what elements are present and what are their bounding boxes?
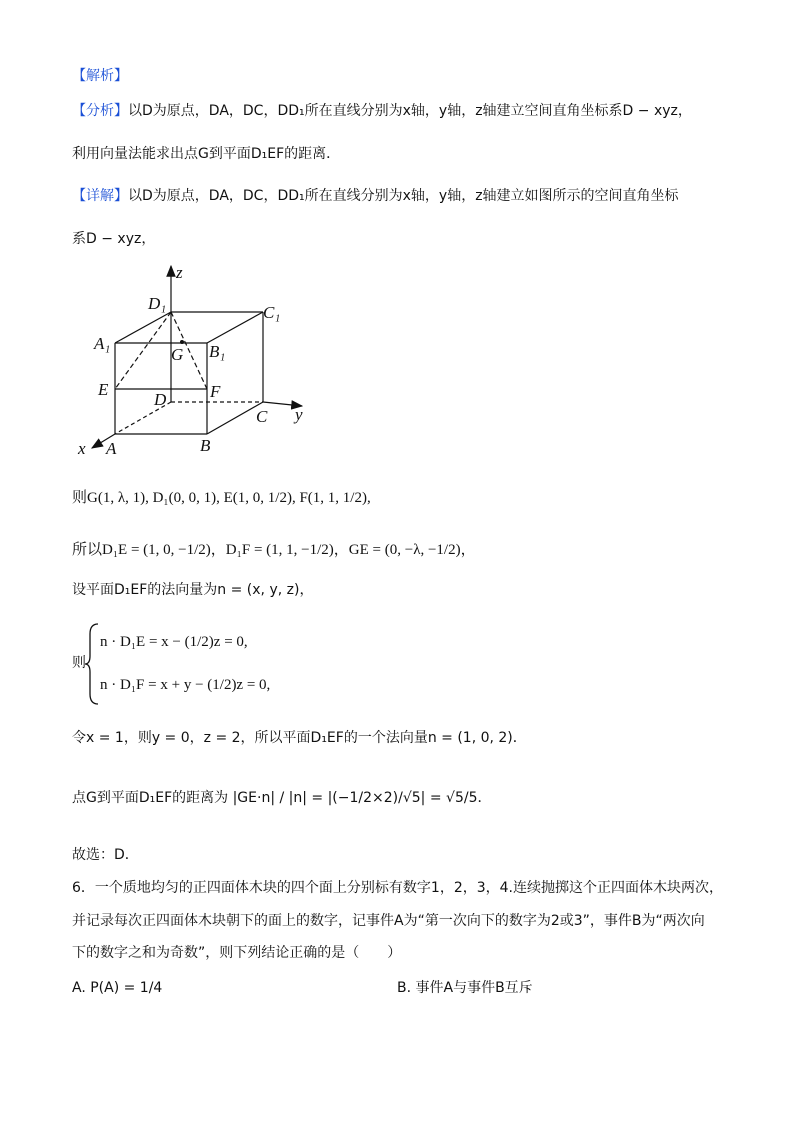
label-C: C — [256, 407, 268, 426]
equation-2: n · D₁F = x + y − (1/2)z = 0, — [100, 677, 271, 693]
option-b[interactable]: B. 事件A与事件B互斥 — [397, 980, 533, 996]
label-B1: B₁ — [209, 342, 226, 361]
fenxi-text-1: 以D为原点，DA，DC，DD₁所在直线分别为x轴，y轴，z轴建立空间直角坐标系D − xyz， — [128, 103, 692, 119]
vectors-line: 所以D₁E = (1, 0, −1/2)，D₁F = (1, 1, −1/2)，GE = (0, −λ, −1/2)， — [72, 542, 476, 558]
cube-figure — [70, 262, 320, 462]
points-line: 则G(1, λ, 1), D₁(0, 0, 1), E(1, 0, 1/2), F(1, 1, 1/2), — [72, 490, 371, 506]
label-z: z — [176, 263, 183, 282]
label-C1: C₁ — [263, 303, 281, 322]
equation-1: n · D₁E = x − (1/2)z = 0, — [100, 634, 248, 650]
edge-A1-D1 — [115, 312, 171, 343]
question6-line-1: 6．一个质地均匀的正四面体木块的四个面上分别标有数字1，2，3，4.连续抛掷这个正四面体木块两次， — [72, 880, 723, 896]
point-G — [180, 340, 184, 344]
edge-B1-C1 — [207, 312, 263, 343]
label-y: y — [295, 405, 303, 424]
question6-line-3: 下的数字之和为奇数”，则下列结论正确的是（ ） — [72, 945, 402, 961]
system-brace — [84, 622, 100, 706]
system-prefix: 则 — [72, 655, 86, 671]
let-line: 令x = 1，则y = 0，z = 2，所以平面D₁EF的一个法向量n = (1, 0, 2)． — [72, 730, 527, 746]
normal-setup-line: 设平面D₁EF的法向量为n = (x, y, z)， — [72, 582, 314, 598]
xiangjie-text-1: 以D为原点，DA，DC，DD₁所在直线分别为x轴，y轴，z轴建立如图所示的空间直角坐标 — [128, 188, 679, 204]
label-A1: A₁ — [94, 334, 111, 353]
label-x: x — [78, 439, 86, 458]
xiangjie-tag: 【详解】 — [72, 188, 128, 204]
option-a[interactable]: A. P(A) = 1/4 — [72, 980, 163, 996]
fenxi-tag: 【分析】 — [72, 103, 128, 119]
fenxi-line-1 — [72, 103, 692, 120]
answer-line: 故选：D． — [72, 847, 139, 863]
edge-B-C — [207, 402, 263, 434]
label-E: E — [98, 380, 109, 399]
label-D1: D₁ — [148, 294, 167, 313]
segment-D1-E — [115, 312, 171, 389]
question6-line-2: 并记录每次正四面体木块朝下的面上的数字，记事件A为“第一次向下的数字为2或3”，事件B为“两次向 — [72, 913, 705, 929]
label-D: D — [154, 390, 167, 409]
xiangjie-line-1 — [72, 188, 679, 205]
distance-line: 点G到平面D₁EF的距离为 |GE·n| / |n| = |(−1/2×2)/√5| = √5/5． — [72, 790, 492, 806]
analysis-tag: 【解析】 — [72, 68, 128, 84]
fenxi-line-2: 利用向量法能求出点G到平面D₁EF的距离． — [72, 146, 341, 162]
label-B: B — [200, 436, 211, 455]
label-G: G — [171, 345, 184, 364]
label-F: F — [210, 382, 221, 401]
label-A: A — [106, 439, 117, 458]
xiangjie-line-2: 系D − xyz， — [72, 231, 156, 247]
